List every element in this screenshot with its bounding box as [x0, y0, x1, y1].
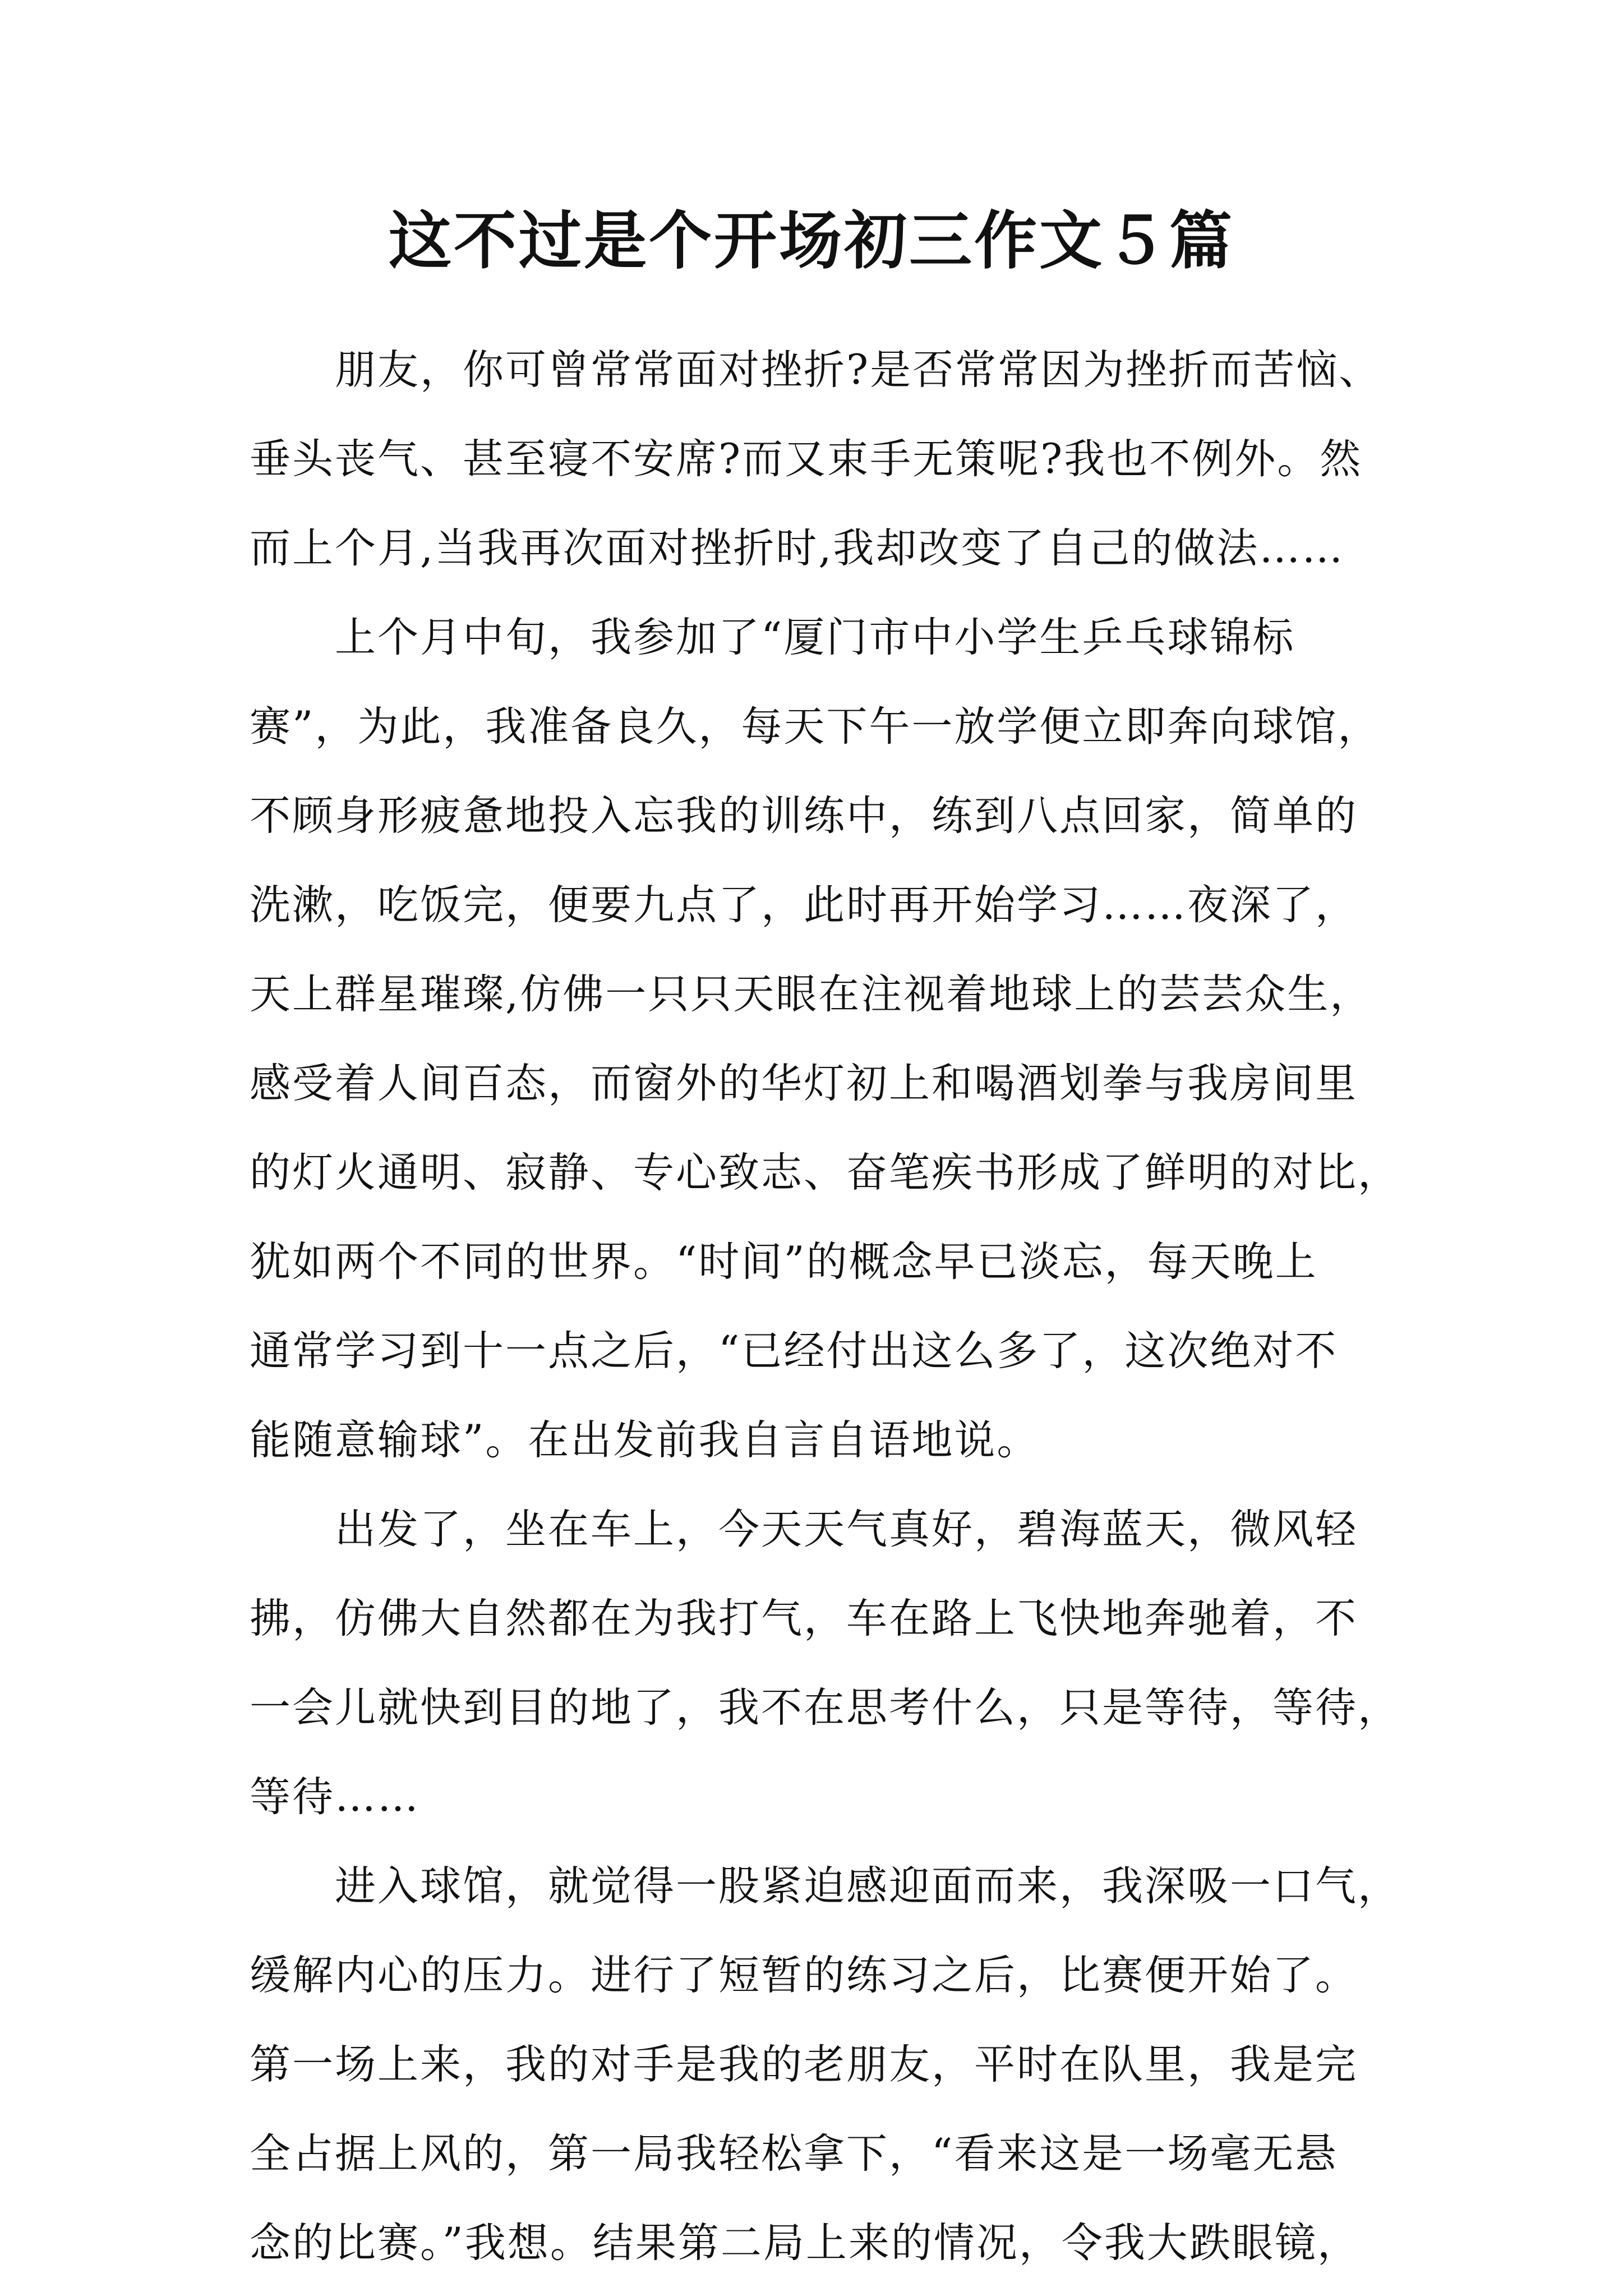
paragraph-1 — [250, 325, 1382, 593]
text-line: 的灯火通明、寂静、专心致志、奋笔疾书形成了鲜明的对比， — [250, 1149, 1400, 1197]
text-line: 上个月中旬，我参加了“厦门市中小学生乒乓球锦标 — [335, 614, 1295, 661]
text-line: 缓解内心的压力。进行了短暂的练习之后，比赛便开始了。 — [250, 1952, 1358, 1999]
text-line: 能随意输球”。在出发前我自言自语地说。 — [250, 1416, 1040, 1464]
paragraph-3 — [250, 1485, 1400, 1842]
text-line: 第一场上来，我的对手是我的老朋友，平时在队里，我是完 — [250, 2041, 1358, 2088]
text-line: 一会儿就快到目的地了，我不在思考什么，只是等待，等待， — [250, 1684, 1400, 1732]
text-line: 而上个月,当我再次面对挫折时,我却改变了自己的做法…… — [250, 524, 1345, 572]
text-line: 朋友，你可曾常常面对挫折?是否常常因为挫折而苦恼、 — [335, 346, 1382, 394]
text-line: 等待…… — [250, 1773, 420, 1821]
text-line: 犹如两个不同的世界。“时间”的概念早已淡忘，每天晚上 — [250, 1238, 1318, 1286]
paragraph-2 — [250, 593, 1400, 1485]
text-line: 进入球馆，就觉得一股紧迫感迎面而来，我深吸一口气， — [335, 1862, 1400, 1910]
text-line: 洗漱，吃饭完，便要九点了，此时再开始学习……夜深了， — [250, 881, 1358, 929]
text-line: 念的比赛。”我想。结果第二局上来的情况，令我大跌眼镜， — [250, 2219, 1360, 2267]
text-line: 赛”，为此，我准备良久，每天下午一放学便立即奔向球馆， — [250, 703, 1381, 751]
paragraph-4 — [250, 1842, 1400, 2288]
document-body — [250, 325, 1400, 2288]
document-title: 这不过是个开场初三作文５篇 — [389, 204, 1234, 278]
text-line: 拂，仿佛大自然都在为我打气，车在路上飞快地奔驰着，不 — [250, 1595, 1358, 1642]
text-line: 天上群星璀璨,仿佛一只只天眼在注视着地球上的芸芸众生， — [250, 970, 1373, 1018]
text-line: 通常学习到十一点之后，“已经付出这么多了，这次绝对不 — [250, 1327, 1338, 1375]
text-line: 不顾身形疲惫地投入忘我的训练中，练到八点回家，简单的 — [250, 792, 1358, 840]
text-line: 感受着人间百态，而窗外的华灯初上和喝酒划拳与我房间里 — [250, 1060, 1358, 1107]
text-line: 出发了，坐在车上，今天天气真好，碧海蓝天，微风轻 — [335, 1506, 1358, 1553]
text-line: 垂头丧气、甚至寝不安席?而又束手无策呢?我也不例外。然 — [250, 435, 1363, 483]
text-line: 全占据上风的，第一局我轻松拿下，“看来这是一场毫无悬 — [250, 2130, 1338, 2178]
